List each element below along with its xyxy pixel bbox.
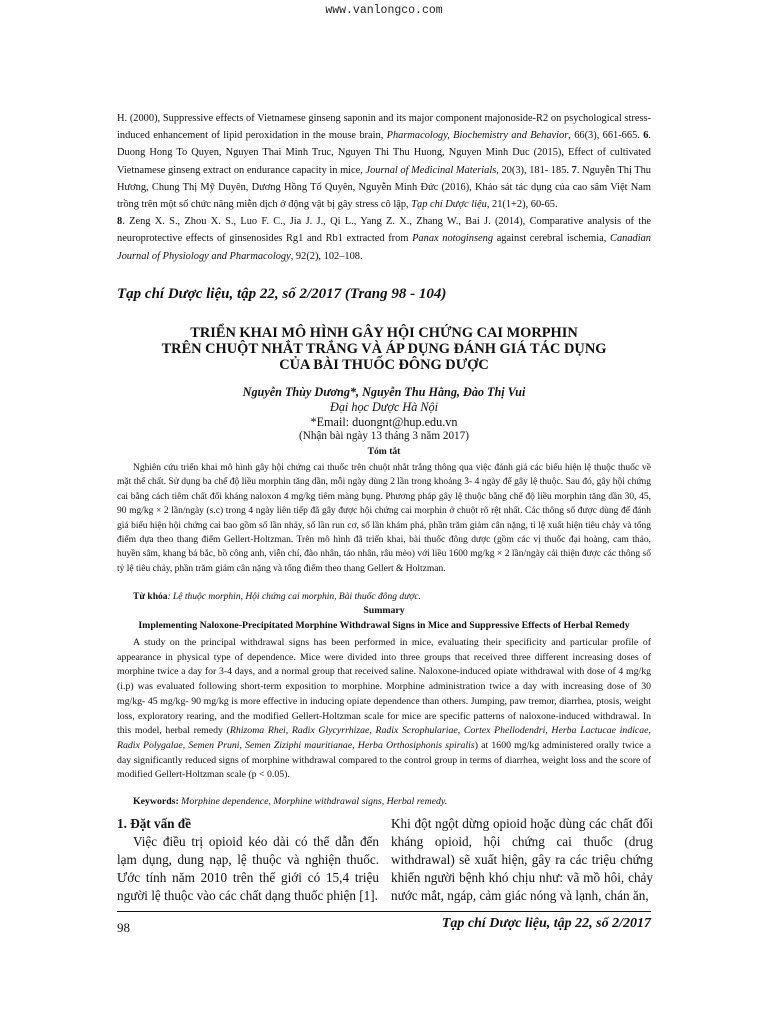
en-keywords-label: Keywords:	[133, 796, 179, 807]
reference-text	[117, 110, 651, 213]
received-date: (Nhận bài ngày 13 tháng 3 năm 2017)	[299, 430, 469, 442]
reference-text-8	[117, 213, 651, 265]
ref6-journal: Journal of Medicinal Materials	[365, 164, 497, 176]
affiliation: Đại học Dược Hà Nội	[330, 400, 438, 414]
en-abstract-part1: A study on the principal withdrawal signs has been performed in mice, evaluating their specificity and particular profile of appearance in physical type of dependence. Mice were divided into three groups that received three different increasing doses of morphine twice a day for 3-4 days, and a normal group that received saline. Naloxone-induced opiate withdrawal with dose of 4 mg/kg (i.p) was evaluated following short-term exposition to morphine. Morphine administration twice a day with increasing dose of 30 mg/kg- 45 mg/kg- 90 mg/kg is more effective in inducing opiate dependence than others. Jumping, paw tremor, diarrhea, ptosis, weight loss, exploratory rearing, and the modified Gellert-Holtzman scale for mice are specific patterns of naloxone-induced withdrawal. In this model, herbal remedy (	[117, 637, 651, 737]
body-left-text: Việc điều trị opioid kéo dài có thể dẫn đến lạm dụng, dung nạp, lệ thuộc và nghiện thuốc. Ước tính năm 2010 trên thế giới có 15,4 triệu người lệ thuộc vào các chất dạng thuốc phiện [1].	[117, 834, 379, 903]
ref7-tail: , 21(1+2), 60-65.	[486, 199, 558, 211]
ref8-journal: Canadian Journal of Physiology and Pharmacology	[117, 233, 652, 262]
ref6-number: 6	[643, 130, 649, 142]
vn-abstract-text: Nghiên cứu triển khai mô hình gây hội chứng cai thuốc trên chuột nhắt trắng thông qua việc đánh giá các biểu hiện lệ thuộc thuốc về mặt thể chất. Sử dụng ba chế độ liều morphin tăng dần, mỗi ngày dùng 2 lần trong khoảng 3- 4 ngày để gây lệ thuộc. Sau đó, gây hội chứng cai bằng cách tiêm chất đối kháng naloxon 4 mg/kg tiêm màng bụng. Phương pháp gây lệ thuộc bằng chế độ liều morphin tăng dần 30, 45, 90 mg/kg × 2 lần/ngày (s.c) trong 4 ngày liên tiếp đã gây được hội chứng cai morphin ở chuột rõ rệt nhất. Các thông số được dùng để đánh giá biểu hiện hội chứng cai bao gồm số lần nhảy, số lần run cơ, số lần khám phá, phần trăm giảm cân nặng, tỉ lệ xuất hiện tiêu chảy và tổng điểm dựa theo thang điểm Gellert-Holtzman. Trên mô hình đã triển khai, bài thuốc đông dược (gồm các vị thuốc đại hoàng, cam thảo, huyền sâm, khang bá bắc, bồ công anh, viễn chí, đào nhân, táo nhân, râu mèo) với liều 1600 mg/kg × 2 lần/ngày cải thiện được các thông số tỷ lệ tiêu chảy, phần trăm giảm cân nặng và tổng điểm theo thang Gellert & Holtzman.	[117, 463, 651, 574]
en-title: Implementing Naloxone-Precipitated Morphine Withdrawal Signs in Mice and Suppressive Effects of Herbal Remedy	[138, 620, 630, 631]
section-heading: 1. Đặt vấn đề	[117, 816, 191, 831]
ref8-number: 8	[117, 216, 123, 228]
en-summary-heading: Summary	[363, 605, 405, 616]
site-url: www.vanlongco.com	[325, 4, 443, 17]
footer-journal: Tạp chí Dược liệu, tập 22, số 2/2017	[441, 916, 651, 931]
ref8-tail: , 92(2), 102–108.	[290, 250, 363, 262]
references-block	[117, 110, 651, 265]
en-keywords-value: Morphine dependence, Morphine withdrawal signs, Herbal remedy.	[178, 796, 448, 807]
body-right-column: Khi đột ngột dừng opioid hoặc dùng các chất đối kháng opioid, hội chứng cai thuốc (drug withdrawal) sẽ xuất hiện, gây ra các triệu chứng khiến người bệnh khó chịu như: vã mồ hôi, chảy nước mắt, ngáp, cảm giác nóng và lạnh, chán ăn,	[391, 816, 653, 903]
article-title	[80, 325, 688, 373]
title-line-3: CỦA BÀI THUỐC ĐÔNG DƯỢC	[279, 357, 489, 373]
title-line-2: TRÊN CHUỘT NHẮT TRẮNG VÀ ÁP DỤNG ĐÁNH GIÁ TÁC DỤNG	[161, 341, 607, 357]
ref5-tail: , 66(3), 661-665.	[568, 130, 640, 142]
vn-keywords	[133, 590, 651, 604]
author-email: *Email: duongnt@hup.edu.vn	[310, 415, 458, 429]
page-number: 98	[117, 920, 130, 935]
ref6-text: . Duong Hong To Quyen, Nguyen Thai Minh Truc, Nguyen Thi Thu Huong, Nguyen Minh Duc (2015), Effect of cultivated Vietnamese ginseng extract on endurance capacity in mice,	[117, 130, 651, 176]
title-line-1: TRIỂN KHAI MÔ HÌNH GÂY HỘI CHỨNG CAI MORPHIN	[190, 325, 578, 341]
ref8-species: Panax notoginseng	[412, 233, 494, 245]
ref8-text: . Zeng X. S., Zhou X. S., Luo F. C., Jia J. J., Qi L., Yang Z. X., Zhang W., Bai J. (2014), Comparative analysis of the neuroprotective effects of ginsenosides Rg1 and Rb1 extracted from	[117, 216, 651, 245]
vn-keywords-value: : Lệ thuộc morphin, Hội chứng cai morphin, Bài thuốc đông dược.	[167, 592, 421, 602]
vn-abstract-heading: Tóm tắt	[367, 446, 401, 457]
vn-keywords-label: Từ khóa	[133, 592, 168, 602]
en-abstract-herbs: Rhizoma Rhei, Radix Glycyrrhizae, Radix Scrophulariae, Cortex Phellodendri, Herba Lactucae indicae, Radix Polygalae, Semen Pruni, Semen Ziziphi mauritianae, Herba Orthosiphonis spiralis	[117, 725, 651, 751]
en-keywords	[133, 796, 651, 807]
ref5-text: H. (2000), Suppressive effects of Vietnamese ginseng saponin and its major component majonoside-R2 on psychological stress-induced enhancement of lipid peroxidation in the mouse brain,	[117, 113, 651, 142]
en-abstract-text	[117, 636, 651, 783]
ref7-journal: Tạp chí Dược liệu	[411, 199, 487, 211]
ref8-mid: against cerebral ischemia,	[493, 233, 607, 245]
authors: Nguyễn Thùy Dương*, Nguyễn Thu Hằng, Đào Thị Vui	[242, 385, 526, 399]
footer-divider	[117, 911, 651, 912]
ref6-tail: , 20(3), 181- 185.	[496, 164, 570, 176]
ref7-number: 7	[571, 164, 577, 176]
ref7-text: . Nguyễn Thị Thu Hương, Chung Thị Mỹ Duyên, Dương Hồng Tố Quyên, Nguyễn Minh Đức (2016), Khảo sát tác dụng của cao sâm Việt Nam trồng trên một số chức năng miễn dịch ở động vật bị gây stress cô lập,	[117, 164, 651, 211]
en-abstract-part2: ) at 1600 mg/kg administered orally twice a day significantly reduced signs of morphine withdrawal compared to the control group in terms of diarrhea, weight loss and the score of modified Gellert-Holtzman scale (p < 0.05).	[117, 739, 651, 781]
ref5-journal: Pharmacology, Biochemistry and Behavior	[386, 130, 569, 142]
journal-citation-line: Tạp chí Dược liệu, tập 22, số 2/2017 (Trang 98 - 104)	[117, 286, 447, 302]
body-left-column	[117, 815, 379, 905]
